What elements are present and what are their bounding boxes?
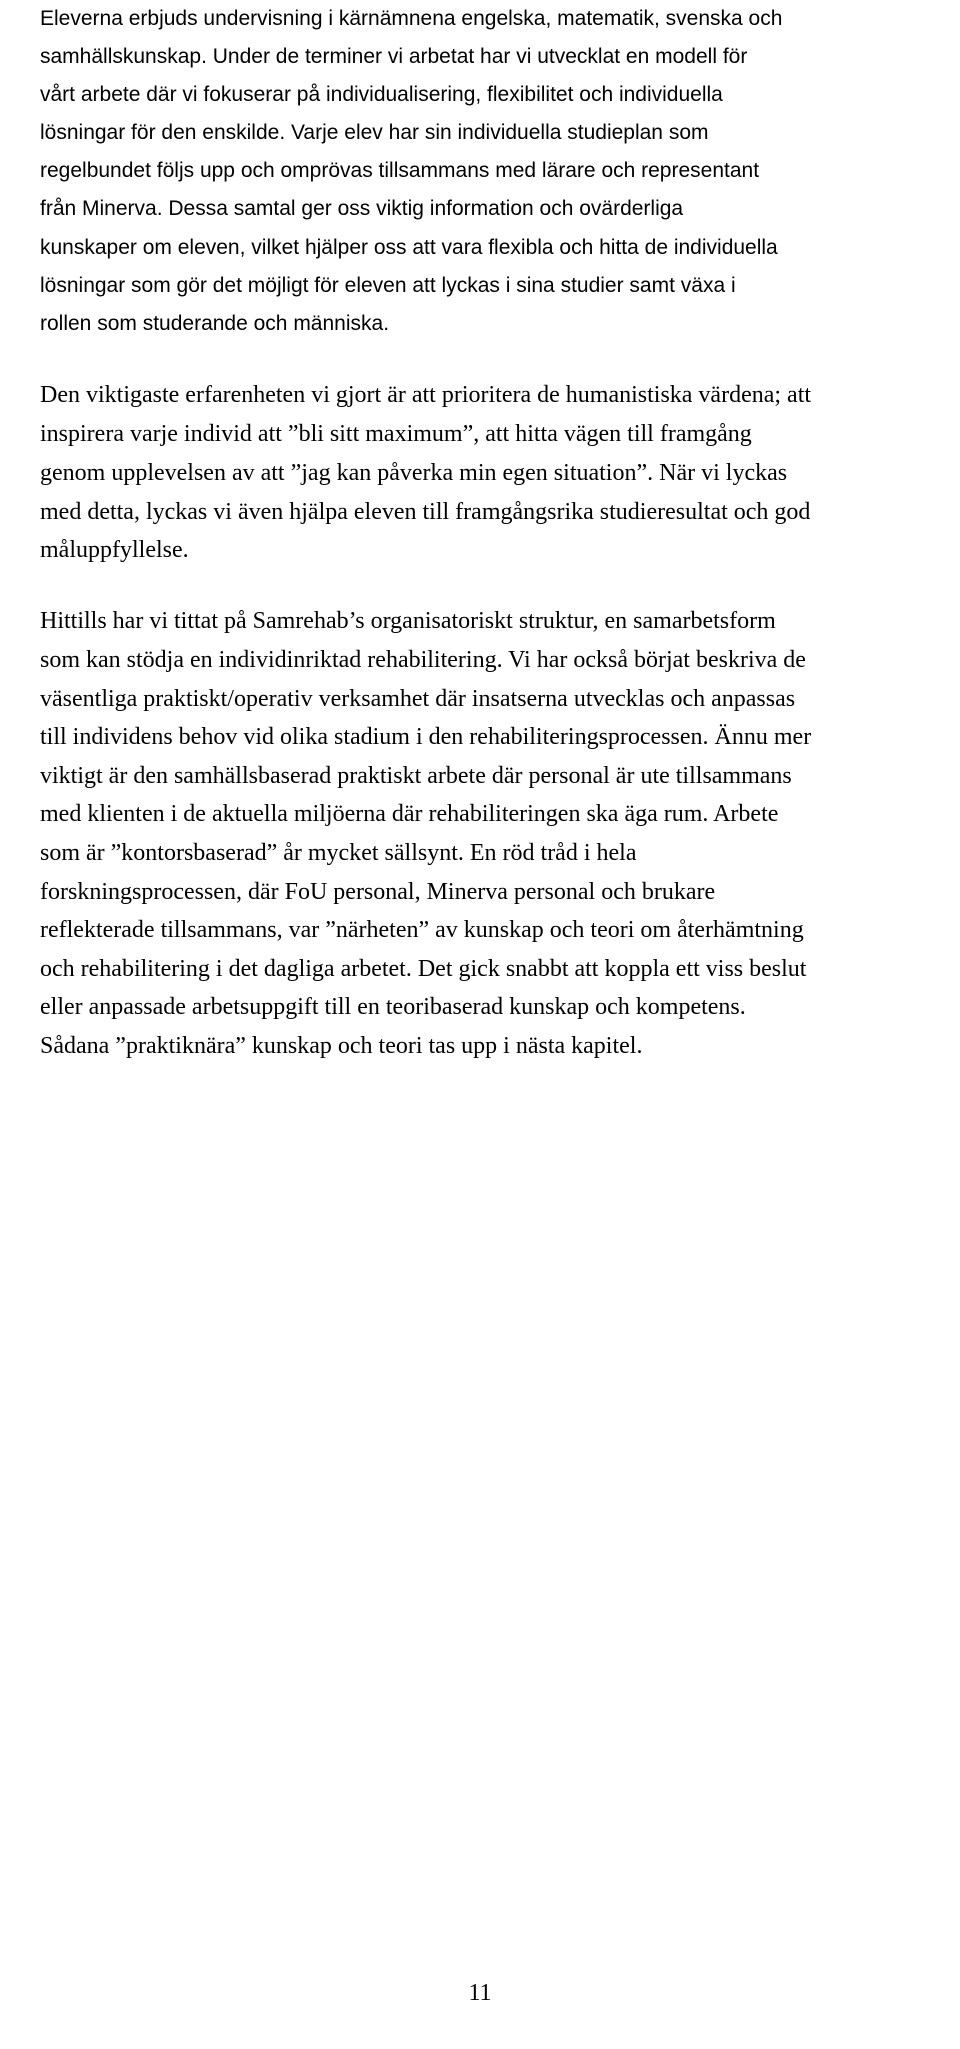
document-body [40, 0, 948, 1066]
paragraph-experience: Den viktigaste erfarenheten vi gjort är att prioritera de humanistiska värdena; att inspirera varje individ att ”bli sitt maximum”, att hitta vägen till framgång genom upplevelsen av att ”jag kan påverka min egen situation”. När vi lyckas med detta, lyckas vi även hjälpa eleven till framgångsrika studieresultat och god måluppfyllelse. [40, 381, 812, 564]
paragraph-samrehab: Hittills har vi tittat på Samrehab’s organisatoriskt struktur, en samarbetsform som kan stödja en individinriktad rehabilitering. Vi har också börjat beskriva de väsentliga praktiskt/operativ verksamhet där insatserna utvecklas och anpassas till individens behov vid olika stadium i den rehabiliteringsprocessen. Ännu mer viktigt är den samhällsbaserad praktiskt arbete där personal är ute tillsammans med klienten i de aktuella miljöerna där rehabiliteringen ska äga rum. Arbete som är ”kontorsbaserad” år mycket sällsynt. En röd tråd i hela forskningsprocessen, där FoU personal, Minerva personal och brukare reflekterade tillsammans, var ”närheten” av kunskap och teori om återhämtning och rehabilitering i det dagliga arbetet. Det gick snabbt att koppla ett viss beslut eller anpassade arbetsuppgift till en teoribaserad kunskap och kompetens. Sådana ”praktiknära” kunskap och teori tas upp i nästa kapitel. [40, 608, 812, 1059]
paragraph-education: Eleverna erbjuds undervisning i kärnämnena engelska, matematik, svenska och samhällskunskap. Under de terminer vi arbetat har vi utvecklat en modell för vårt arbete där vi fokuserar på individualisering, flexibilitet och individuella lösningar för den enskilde. Varje elev har sin individuella studieplan som regelbundet följs upp och omprövas tillsammans med lärare och representant från Minerva. Dessa samtal ger oss viktig information och ovärderliga kunskaper om eleven, vilket hjälper oss att vara flexibla och hitta de individuella lösningar som gör det möjligt för eleven att lyckas i sina studier samt växa i rollen som studerande och människa. [40, 7, 783, 335]
page-number: 11 [468, 1980, 492, 2006]
